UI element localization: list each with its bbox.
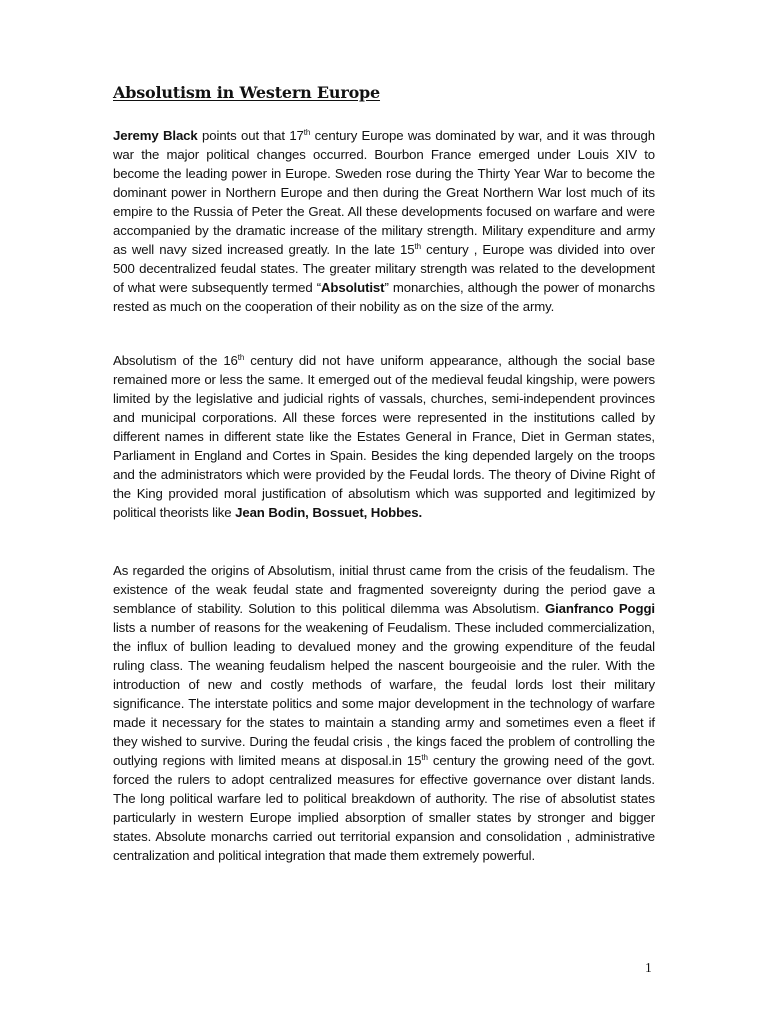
paragraph-3-text: century the growing need of the govt. forced the rulers to adopt centralized measures for effective governance over distant lands. The long political warfare led to political breakdown of authority. The rise of absolutist states particularly in western Europe implied absorption of smaller states by stronger and bigger states. Absolute monarchs carried out territorial expansion and consolidation , administrative centralization and political integration that made them extremely powerful. (113, 753, 655, 863)
paragraph-2-text: century did not have uniform appearance, although the social base remained more or less the same. It emerged out of the medieval feudal kingship, were powers limited by the legislative and judicial rights of vassals, churches, semi-independent provinces and municipal corporations. All these forces were represented in the institutions called by different names in different state like the Estates General in France, Diet in German states, Parliament in England and Cortes in Spain. Besides the king depended largely on the troops and the administrators which were provided by the Feudal lords. The theory of Divine Right of the King provided moral justification of absolutism which was supported and legitimized by political theorists like (113, 353, 655, 520)
paragraph-3-text: lists a number of reasons for the weakening of Feudalism. These included commercialization, the influx of bullion leading to devalued money and the growing expenditure of the feudal ruling class. The weaning feudalism helped the nascent bourgeoisie and the ruler. With the introduction of new and costly methods of warfare, the feudal lords lost their military significance. The interstate politics and some major development in the technology of warfare made it necessary for the states to maintain a standing army and sometimes even a fleet if they wished to survive. During the feudal crisis , the kings faced the problem of controlling the outlying regions with limited means at disposal.in 15 (113, 620, 655, 768)
paragraph-3 (113, 561, 655, 865)
paragraph-1-text: points out that 17 (197, 128, 304, 143)
ordinal-suffix: th (303, 128, 311, 137)
theorists-names: Jean Bodin, Bossuet, Hobbes. (235, 505, 423, 520)
paragraph-1-text: century , Europe was divided into over 500 decentralized feudal states. The greater military strength was related to the development of what were subsequently termed “ (113, 242, 655, 295)
ordinal-suffix: th (414, 242, 421, 251)
page-title: Absolutism in Western Europe (113, 83, 381, 102)
term-absolutist: Absolutist (320, 280, 385, 295)
paragraph-1 (113, 126, 655, 316)
author-name-jeremy-black: Jeremy Black (113, 128, 198, 143)
paragraph-2 (113, 351, 655, 522)
author-name-gianfranco-poggi: Gianfranco Poggi (544, 601, 655, 616)
paragraph-1-text: century Europe was dominated by war, and it was through war the major political changes occurred. Bourbon France emerged under Louis XIV to become the leading power in Europe. Sweden rose during the Thirty Year War to become the dominant power in Northern Europe and then during the Great Northern War lost much of its empire to the Russia of Peter the Great. All these developments focused on warfare and were accompanied by the dramatic increase of the military strength. Military expenditure and army as well navy sized increased greatly. In the late 15 (113, 128, 655, 257)
paragraph-3-text: As regarded the origins of Absolutism, initial thrust came from the crisis of the feudalism. The existence of the weak feudal state and fragmented sovereignty during the period gave a semblance of stability. Solution to this political dilemma was Absolutism. (113, 563, 655, 616)
ordinal-suffix: th (421, 753, 428, 762)
paragraph-1-text: ” monarchies, although the power of monarchs rested as much on the cooperation of their nobility as on the size of the army. (113, 280, 655, 314)
ordinal-suffix: th (237, 353, 245, 362)
page-number: 1 (645, 960, 652, 975)
paragraph-2-text: Absolutism of the 16 (113, 353, 238, 368)
